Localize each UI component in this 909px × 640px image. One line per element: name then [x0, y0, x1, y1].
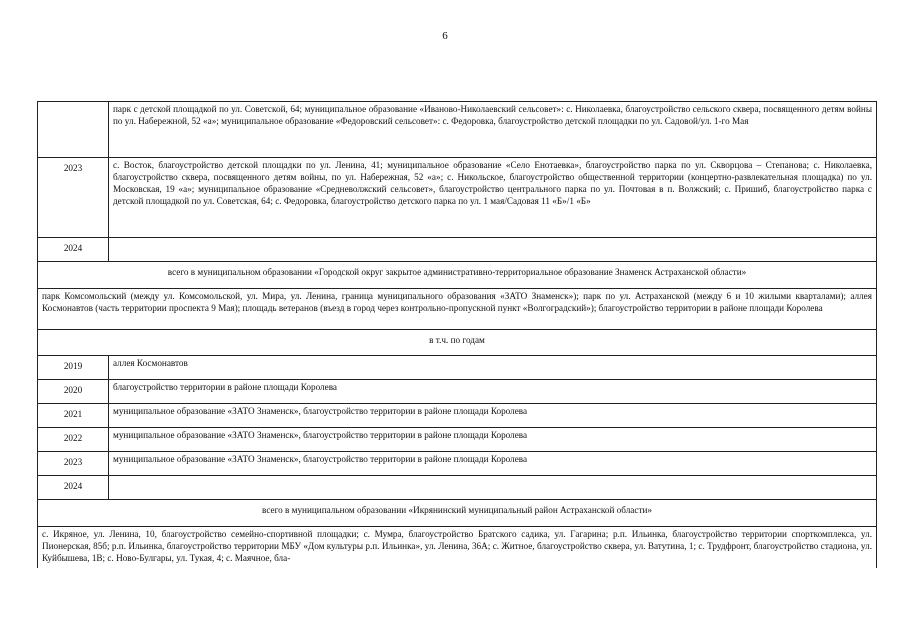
summary-row: [38, 527, 877, 569]
objects-cell: [109, 238, 877, 262]
year-cell: 2022: [38, 428, 109, 452]
section-title-row: [38, 262, 877, 289]
objects-cell: парк с детской площадкой по ул. Советской, 64; муниципальное образование «Иваново-Николаевский сельсовет»: с. Николаевка, благоустройство сельского сквера, посвященного детям войны по ул. Набережной, 52 «а»; муниципальное образование «Федоровский сельсовет»: с. Федоровка, благоустройство детской площадки по ул. Садовой/ул. 1-го Мая: [109, 102, 877, 158]
year-cell: 2024: [38, 476, 109, 500]
summary-ikryaninsky: с. Икряное, ул. Ленина, 10, благоустройство семейно-спортивной площадки; с. Мумра, благоустройство Братского садика, ул. Гагарина; р.п. Ильинка, благоустройство территории спорткомплекса, ул. Пионерская, 85б; р.п. Ильинка, благоустройство территории МБУ «Дом культуры р.п. Ильинка», ул. Ленина, 36А; с. Житное, благоустройство сквера, ул. Ватутина, 1; с. Трудфронт, благоустройство стадиона, ул. Куйбышева, 1В; с. Ново-Булгары, ул. Тукая, 4; с. Маячное, бла-: [38, 527, 877, 569]
year-cell: 2019: [38, 356, 109, 380]
table-row: [38, 102, 877, 158]
section-title-row: [38, 500, 877, 527]
table-row: [38, 380, 877, 404]
section-title-znamensk: всего в муниципальном образовании «Городской округ закрытое административно-территориальное образование Знаменск Астраханской области»: [38, 262, 877, 289]
objects-cell: с. Восток, благоустройство детской площадки по ул. Ленина, 41; муниципальное образование «Село Енотаевка», благоустройство парка по ул. Скворцова – Степанова; с. Николаевка, благоустройство сквера, посвященного детям войны, по ул. Набережная, 52 «а»; с. Никольское, благоустройство общественной территории (концертно-развлекательная площадка) по ул. Московская, 19 «а»; муниципальное образование «Средневолжский сельсовет», благоустройство центрального парка по ул. Почтовая в п. Волжский; с. Пришиб, благоустройство парка с детской площадкой по ул. Советская, 64; с. Федоровка, благоустройство детского парка по ул. 1 мая/Садовая 11 «Б»/1 «Б»: [109, 158, 877, 238]
objects-cell: муниципальное образование «ЗАТО Знаменск», благоустройство территории в районе площади Королева: [109, 428, 877, 452]
summary-row: [38, 289, 877, 330]
by-years-row: [38, 330, 877, 356]
year-cell: 2023: [38, 452, 109, 476]
table-row: [38, 452, 877, 476]
territory-improvement-table: [37, 101, 877, 568]
by-years-label: в т.ч. по годам: [38, 330, 877, 356]
table-row: [38, 428, 877, 452]
objects-cell: муниципальное образование «ЗАТО Знаменск», благоустройство территории в районе площади Королева: [109, 404, 877, 428]
year-cell: 2021: [38, 404, 109, 428]
year-cell: 2024: [38, 238, 109, 262]
page-number: 6: [442, 30, 448, 42]
objects-cell: муниципальное образование «ЗАТО Знаменск», благоустройство территории в районе площади Королева: [109, 452, 877, 476]
section-title-ikryaninsky: всего в муниципальном образовании «Икрянинский муниципальный район Астраханской области»: [38, 500, 877, 527]
year-cell: [38, 102, 109, 158]
year-cell: 2023: [38, 158, 109, 238]
table-row: [38, 238, 877, 262]
table-row: [38, 356, 877, 380]
objects-cell: [109, 476, 877, 500]
table-row: [38, 158, 877, 238]
objects-cell: аллея Космонавтов: [109, 356, 877, 380]
summary-znamensk: парк Комсомольский (между ул. Комсомольской, ул. Мира, ул. Ленина, граница муниципального образования «ЗАТО Знаменск»); парк по ул. Астраханской (между 6 и 10 жилыми кварталами); аллея Космонавтов (часть территории проспекта 9 Мая); площадь ветеранов (въезд в город через контрольно-пропускной пункт «Волгоградский»); благоустройство территории в районе площади Королева: [38, 289, 877, 330]
objects-cell: благоустройство территории в районе площади Королева: [109, 380, 877, 404]
year-cell: 2020: [38, 380, 109, 404]
table-row: [38, 476, 877, 500]
table-row: [38, 404, 877, 428]
